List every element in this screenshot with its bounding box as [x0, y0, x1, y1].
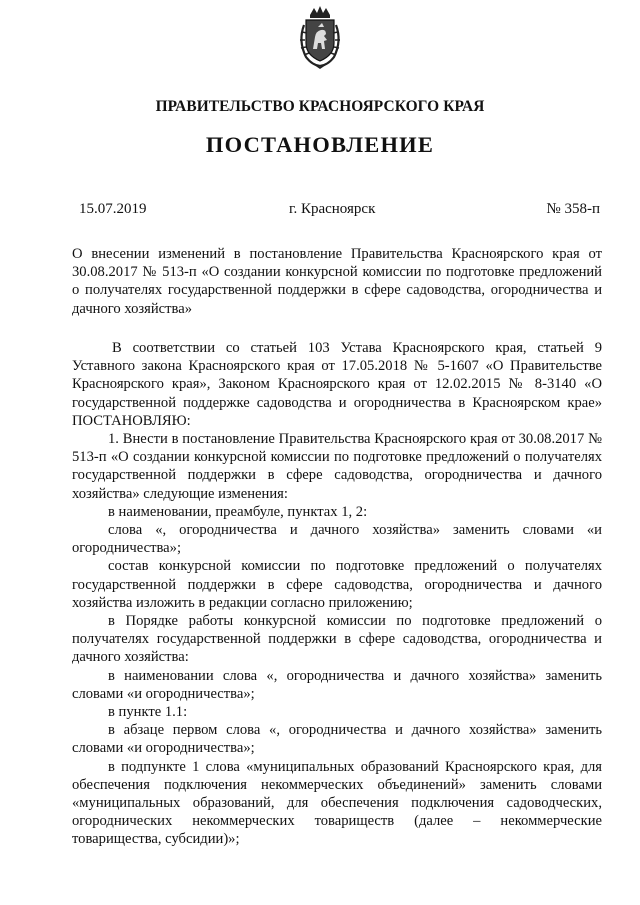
document-number: № 358-п — [546, 201, 600, 217]
paragraph: в Порядке работы конкурсной комиссии по подготовке предложений о получателях государственной поддержки в сфере садоводства, огородничества и дачного хозяйства: — [72, 613, 602, 666]
paragraph: в наименовании слова «, огородничества и дачного хозяйства» заменить словами «и огородничества»; — [72, 667, 602, 702]
document-type: ПОСТАНОВЛЕНИЕ — [205, 132, 435, 157]
organization-name: ПРАВИТЕЛЬСТВО КРАСНОЯРСКОГО КРАЯ — [155, 98, 485, 115]
document-city: г. Красноярск — [289, 201, 376, 217]
document-meta — [79, 200, 600, 220]
document-title: О внесении изменений в постановление Правительства Красноярского края от 30.08.2017 № 513-п «О создании конкурсной комиссии по подготовке предложений о получателях государственной поддержки в сфере садоводства, огородничества и дачного хозяйства» — [72, 246, 602, 317]
paragraph: в наименовании, преамбуле, пунктах 1, 2: — [108, 503, 368, 520]
paragraph: в пункте 1.1: — [108, 704, 188, 721]
document-date: 15.07.2019 — [79, 201, 147, 217]
paragraph: 1. Внести в постановление Правительства Красноярского края от 30.08.2017 № 513-п «О создании конкурсной комиссии по подготовке предложений о получателях государственной поддержки в сфере садоводства, огородничества и дачного хозяйства» следующие изменения: — [72, 431, 602, 502]
paragraph: слова «, огородничества и дачного хозяйства» заменить словами «и огородничества»; — [72, 522, 602, 557]
paragraph: в абзаце первом слова «, огородничества и дачного хозяйства» заменить словами «и огородничества»; — [72, 722, 602, 757]
document-body — [72, 339, 602, 849]
paragraph: в подпункте 1 слова «муниципальных образований Красноярского края, для обеспечения подключения некоммерческих объединений» заменить словами «муниципальных образований, для обеспечения подключения садоводческих, огороднических некоммерческих товариществ (далее – некоммерческие товарищества, субсидии)»; — [72, 758, 602, 848]
paragraph: В соответствии со статьей 103 Устава Красноярского края, статьей 9 Уставного закона Красноярского края от 17.05.2018 № 5-1607 «О Правительстве Красноярского края», Законом Красноярского края от 12.02.2015 № 8-3140 «О государственной поддержке садоводства и огородничества в Красноярском крае» ПОСТАНОВЛЯЮ: — [72, 340, 602, 429]
paragraph: состав конкурсной комиссии по подготовке предложений о получателях государственной поддержки в сфере садоводства, огородничества и дачного хозяйства изложить в редакции согласно приложению; — [72, 558, 602, 611]
coat-of-arms-icon — [294, 5, 346, 69]
